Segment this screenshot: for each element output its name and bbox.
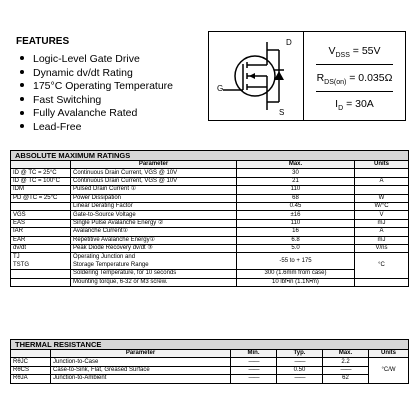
table-row: PD @TC = 25°C Power Dissipation 68 W (11, 194, 409, 202)
table-row: RθJC Junction-to-Case —— —— 2.2 °C/W (11, 358, 409, 366)
table-header-row: Parameter Max. Units (11, 161, 409, 169)
table-row: Soldering Temperature, for 10 seconds 300 (1.6mm from case) (11, 270, 409, 278)
table-row: Mounting torque, 6-32 or M3 screw. 10 lbf•in (1.1N•m) (11, 278, 409, 286)
feature-item: 175°C Operating Temperature (20, 80, 173, 94)
bullet-icon (20, 124, 24, 128)
bullet-icon (20, 83, 24, 87)
feature-item: Fully Avalanche Rated (20, 107, 173, 121)
absolute-maximum-ratings-table (10, 150, 409, 287)
table-row: EAS Single Pulse Avalanche Energy ② 110 mJ (11, 219, 409, 227)
id-spec: $I_D = 30A$ (335, 98, 374, 113)
feature-item: Lead-Free (20, 121, 173, 135)
spec-divider (316, 64, 393, 65)
vdss-spec: $V_{DSS} = 55V$ (328, 45, 381, 60)
gate-label: G (217, 84, 224, 93)
thermal-resistance-table (10, 339, 409, 384)
rdson-spec: $R_{DS(on)} = 0.035\Omega$ (316, 72, 393, 87)
drain-label: D (286, 38, 292, 47)
table-row: IAR Avalanche Current① 16 A (11, 228, 409, 236)
mosfet-symbol-box (208, 31, 304, 121)
bullet-icon (20, 56, 24, 60)
table-row: RθCS Case-to-Sink, Flat, Greased Surface —— 0.50 —— (11, 366, 409, 374)
table-row: TJ TSTG Operating Junction and Storage Temperature Range -55 to + 175 °C (11, 253, 409, 270)
table-row: RθJA Junction-to-Ambient —— —— 62 (11, 375, 409, 383)
features-title: FEATURES (16, 36, 70, 47)
features-list (20, 53, 173, 135)
source-label: S (279, 108, 285, 117)
bullet-icon (20, 111, 24, 115)
key-specs-box (304, 31, 406, 121)
thermal-title: THERMAL RESISTANCE (11, 340, 409, 350)
spec-divider (316, 91, 393, 92)
table-header-row: Parameter Min. Typ. Max. Units (11, 350, 409, 358)
abs-max-title: ABSOLUTE MAXIMUM RATINGS (11, 151, 409, 161)
feature-item: Dynamic dv/dt Rating (20, 67, 173, 81)
table-row: ID @ TC = 100°C Continuous Drain Current, VGS @ 10V 21 A (11, 177, 409, 185)
table-row: EAR Repetitive Avalanche Energy① 6.8 mJ (11, 236, 409, 244)
feature-item: Fast Switching (20, 94, 173, 108)
table-row: Linear Derating Factor 0.45 W/°C (11, 202, 409, 210)
table-row: IDM Pulsed Drain Current ① 110 (11, 186, 409, 194)
table-row: VGS Gate-to-Source Voltage ±16 V (11, 211, 409, 219)
feature-item: Logic-Level Gate Drive (20, 53, 173, 67)
table-row: dv/dt Peak Diode Recovery dv/dt ③ 5.0 V/ns (11, 244, 409, 252)
bullet-icon (20, 70, 24, 74)
table-row: ID @ TC = 25°C Continuous Drain Current, VGS @ 10V 30 (11, 169, 409, 177)
bullet-icon (20, 97, 24, 101)
